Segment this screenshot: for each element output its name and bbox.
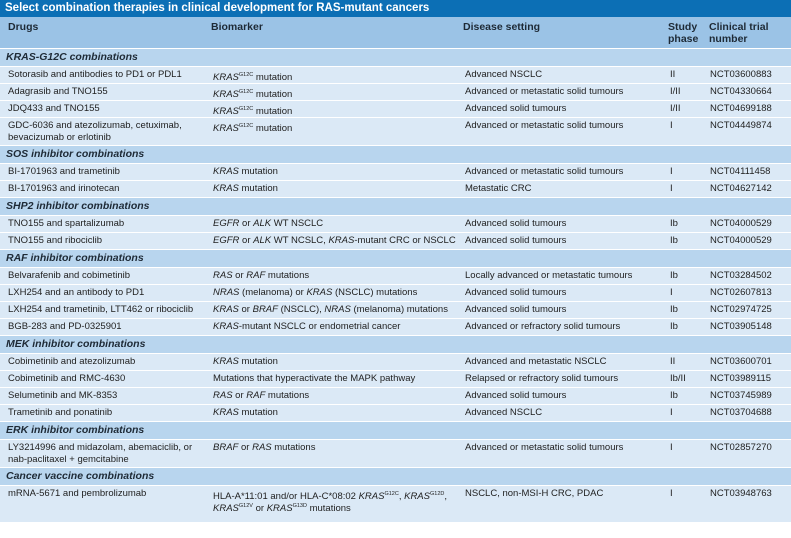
table-row	[0, 66, 791, 83]
trial-number-cell: NCT03745989	[710, 390, 772, 401]
disease-setting-cell: Advanced NSCLC	[465, 407, 543, 418]
disease-setting-cell: Advanced or metastatic solid tumours	[465, 86, 624, 97]
disease-setting-cell: Advanced solid tumours	[465, 218, 567, 229]
group-header: SHP2 inhibitor combinations	[0, 197, 791, 215]
header-study-phase-line2: phase	[668, 33, 699, 45]
disease-setting-cell: Relapsed or refractory solid tumours	[465, 373, 619, 384]
drug-cell: Trametinib and ponatinib	[8, 407, 113, 418]
trial-number-cell: NCT03284502	[710, 270, 772, 281]
group-header: Cancer vaccine combinations	[0, 467, 791, 485]
disease-setting-cell: Advanced or refractory solid tumours	[465, 321, 621, 332]
header-study-phase-line1: Study	[668, 21, 698, 33]
biomarker-cell: EGFR or ALK WT NCSLC, KRAS-mutant CRC or NSCLC	[213, 235, 456, 246]
drug-cell: BGB-283 and PD-0325901	[8, 321, 122, 332]
biomarker-cell: HLA-A*11:01 and/or HLA-C*08:02 $KRAS^{G12C}$, $KRAS^{G12D}$,	[213, 491, 447, 503]
study-phase-cell: I	[670, 166, 673, 177]
table-body	[0, 48, 791, 522]
table-row	[0, 318, 791, 335]
trial-number-cell: NCT02974725	[710, 304, 772, 315]
study-phase-cell: I	[670, 287, 673, 298]
disease-setting-cell: Advanced solid tumours	[465, 287, 567, 298]
header-biomarker: Biomarker	[211, 21, 263, 33]
drug-cell: LY3214996 and midazolam, abemaciclib, or	[8, 442, 193, 453]
table-row	[0, 301, 791, 318]
table-row	[0, 404, 791, 421]
trial-number-cell: NCT03704688	[710, 407, 772, 418]
disease-setting-cell: Advanced solid tumours	[465, 235, 567, 246]
study-phase-cell: I/II	[670, 86, 681, 97]
trial-number-cell: NCT02607813	[710, 287, 772, 298]
table-row	[0, 117, 791, 145]
trial-number-cell: NCT04330664	[710, 86, 772, 97]
trial-number-cell: NCT04000529	[710, 235, 772, 246]
drug-cell: TNO155 and spartalizumab	[8, 218, 125, 229]
drug-cell: Sotorasib and antibodies to PD1 or PDL1	[8, 69, 182, 80]
header-disease-setting: Disease setting	[463, 21, 541, 33]
study-phase-cell: I/II	[670, 103, 681, 114]
disease-setting-cell: Advanced solid tumours	[465, 304, 567, 315]
biomarker-cell: KRAS-mutant NSCLC or endometrial cancer	[213, 321, 401, 332]
study-phase-cell: Ib	[670, 321, 678, 332]
drug-cell: LXH254 and an antibody to PD1	[8, 287, 145, 298]
table-row	[0, 439, 791, 467]
biomarker-cell: KRAS mutation	[213, 356, 278, 367]
biomarker-cell: KRAS mutation	[213, 407, 278, 418]
drug-cell: BI-1701963 and irinotecan	[8, 183, 120, 194]
biomarker-cell: RAS or RAF mutations	[213, 270, 310, 281]
biomarker-cell: KRAS mutation	[213, 183, 278, 194]
trial-number-cell: NCT04449874	[710, 120, 772, 131]
table-header	[0, 17, 791, 48]
trial-number-cell: NCT02857270	[710, 442, 772, 453]
table-row	[0, 215, 791, 232]
header-drugs: Drugs	[8, 21, 39, 33]
disease-setting-cell: Advanced NSCLC	[465, 69, 543, 80]
disease-setting-cell: Advanced or metastatic solid tumours	[465, 442, 624, 453]
table-row	[0, 485, 791, 513]
drug-cell: mRNA-5671 and pembrolizumab	[8, 488, 147, 499]
drug-cell: JDQ433 and TNO155	[8, 103, 100, 114]
study-phase-cell: II	[670, 356, 676, 367]
trial-number-cell: NCT03989115	[710, 373, 772, 384]
study-phase-cell: I	[670, 407, 673, 418]
trial-number-cell: NCT03948763	[710, 488, 772, 499]
drug-cell: TNO155 and ribociclib	[8, 235, 102, 246]
drug-cell: Belvarafenib and cobimetinib	[8, 270, 130, 281]
table-row	[0, 180, 791, 197]
group-header: SOS inhibitor combinations	[0, 145, 791, 163]
study-phase-cell: I	[670, 120, 673, 131]
table-bottom-spacer	[0, 513, 791, 522]
disease-setting-cell: Advanced or metastatic solid tumours	[465, 166, 624, 177]
disease-setting-cell: NSCLC, non-MSI-H CRC, PDAC	[465, 488, 604, 499]
trial-number-cell: NCT04111458	[710, 166, 771, 177]
trial-number-cell: NCT04627142	[710, 183, 772, 194]
drug-cell: Cobimetinib and atezolizumab	[8, 356, 136, 367]
biomarker-cell: $KRAS^{G12C}$ mutation	[213, 89, 293, 101]
drug-cell: Adagrasib and TNO155	[8, 86, 108, 97]
table-row	[0, 387, 791, 404]
disease-setting-cell: Locally advanced or metastatic tumours	[465, 270, 633, 281]
drug-cell: Cobimetinib and RMC-4630	[8, 373, 126, 384]
study-phase-cell: Ib	[670, 270, 678, 281]
study-phase-cell: I	[670, 488, 673, 499]
table-row	[0, 370, 791, 387]
study-phase-cell: I	[670, 442, 673, 453]
table-title: Select combination therapies in clinical development for RAS-mutant cancers	[0, 0, 791, 17]
drug-cell: LXH254 and trametinib, LTT462 or ribociclib	[8, 304, 194, 315]
header-trial-number-line1: Clinical trial	[709, 21, 769, 33]
trial-number-cell: NCT03600883	[710, 69, 772, 80]
disease-setting-cell: Advanced and metastatic NSCLC	[465, 356, 607, 367]
biomarker-cell: $KRAS^{G12C}$ mutation	[213, 106, 293, 118]
study-phase-cell: Ib/II	[670, 373, 686, 384]
biomarker-cell-line2: $KRAS^{G12V}$ or $KRAS^{G13D}$ mutations	[213, 503, 351, 515]
biomarker-cell: Mutations that hyperactivate the MAPK pathway	[213, 373, 416, 384]
study-phase-cell: Ib	[670, 218, 678, 229]
drug-cell: GDC-6036 and atezolizumab, cetuximab,	[8, 120, 182, 131]
table-row	[0, 267, 791, 284]
study-phase-cell: Ib	[670, 390, 678, 401]
biomarker-cell: NRAS (melanoma) or KRAS (NSCLC) mutations	[213, 287, 418, 298]
study-phase-cell: Ib	[670, 235, 678, 246]
biomarker-cell: KRAS mutation	[213, 166, 278, 177]
disease-setting-cell: Advanced solid tumours	[465, 390, 567, 401]
header-trial-number-line2: number	[709, 33, 748, 45]
biomarker-cell: KRAS or BRAF (NSCLC), NRAS (melanoma) mutations	[213, 304, 448, 315]
biomarker-cell: EGFR or ALK WT NSCLC	[213, 218, 324, 229]
drug-cell: BI-1701963 and trametinib	[8, 166, 120, 177]
disease-setting-cell: Metastatic CRC	[465, 183, 532, 194]
disease-setting-cell: Advanced or metastatic solid tumours	[465, 120, 624, 131]
group-header: ERK inhibitor combinations	[0, 421, 791, 439]
biomarker-cell: $KRAS^{G12C}$ mutation	[213, 123, 293, 135]
table-row	[0, 353, 791, 370]
biomarker-cell: RAS or RAF mutations	[213, 390, 310, 401]
drug-cell-line2: nab-paclitaxel + gemcitabine	[8, 454, 129, 465]
study-phase-cell: I	[670, 183, 673, 194]
table-row	[0, 163, 791, 180]
group-header: KRAS-G12C combinations	[0, 48, 791, 66]
group-header: RAF inhibitor combinations	[0, 249, 791, 267]
trial-number-cell: NCT03600701	[710, 356, 772, 367]
group-header: MEK inhibitor combinations	[0, 335, 791, 353]
table-row	[0, 83, 791, 100]
trial-number-cell: NCT04699188	[710, 103, 772, 114]
trial-number-cell: NCT04000529	[710, 218, 772, 229]
trial-number-cell: NCT03905148	[710, 321, 772, 332]
table-row	[0, 284, 791, 301]
study-phase-cell: Ib	[670, 304, 678, 315]
table-row	[0, 100, 791, 117]
drug-cell-line2: bevacizumab or erlotinib	[8, 132, 111, 143]
biomarker-cell: $KRAS^{G12C}$ mutation	[213, 72, 293, 84]
table-row	[0, 232, 791, 249]
study-phase-cell: II	[670, 69, 676, 80]
disease-setting-cell: Advanced solid tumours	[465, 103, 567, 114]
biomarker-cell: BRAF or RAS mutations	[213, 442, 316, 453]
drug-cell: Selumetinib and MK-8353	[8, 390, 118, 401]
